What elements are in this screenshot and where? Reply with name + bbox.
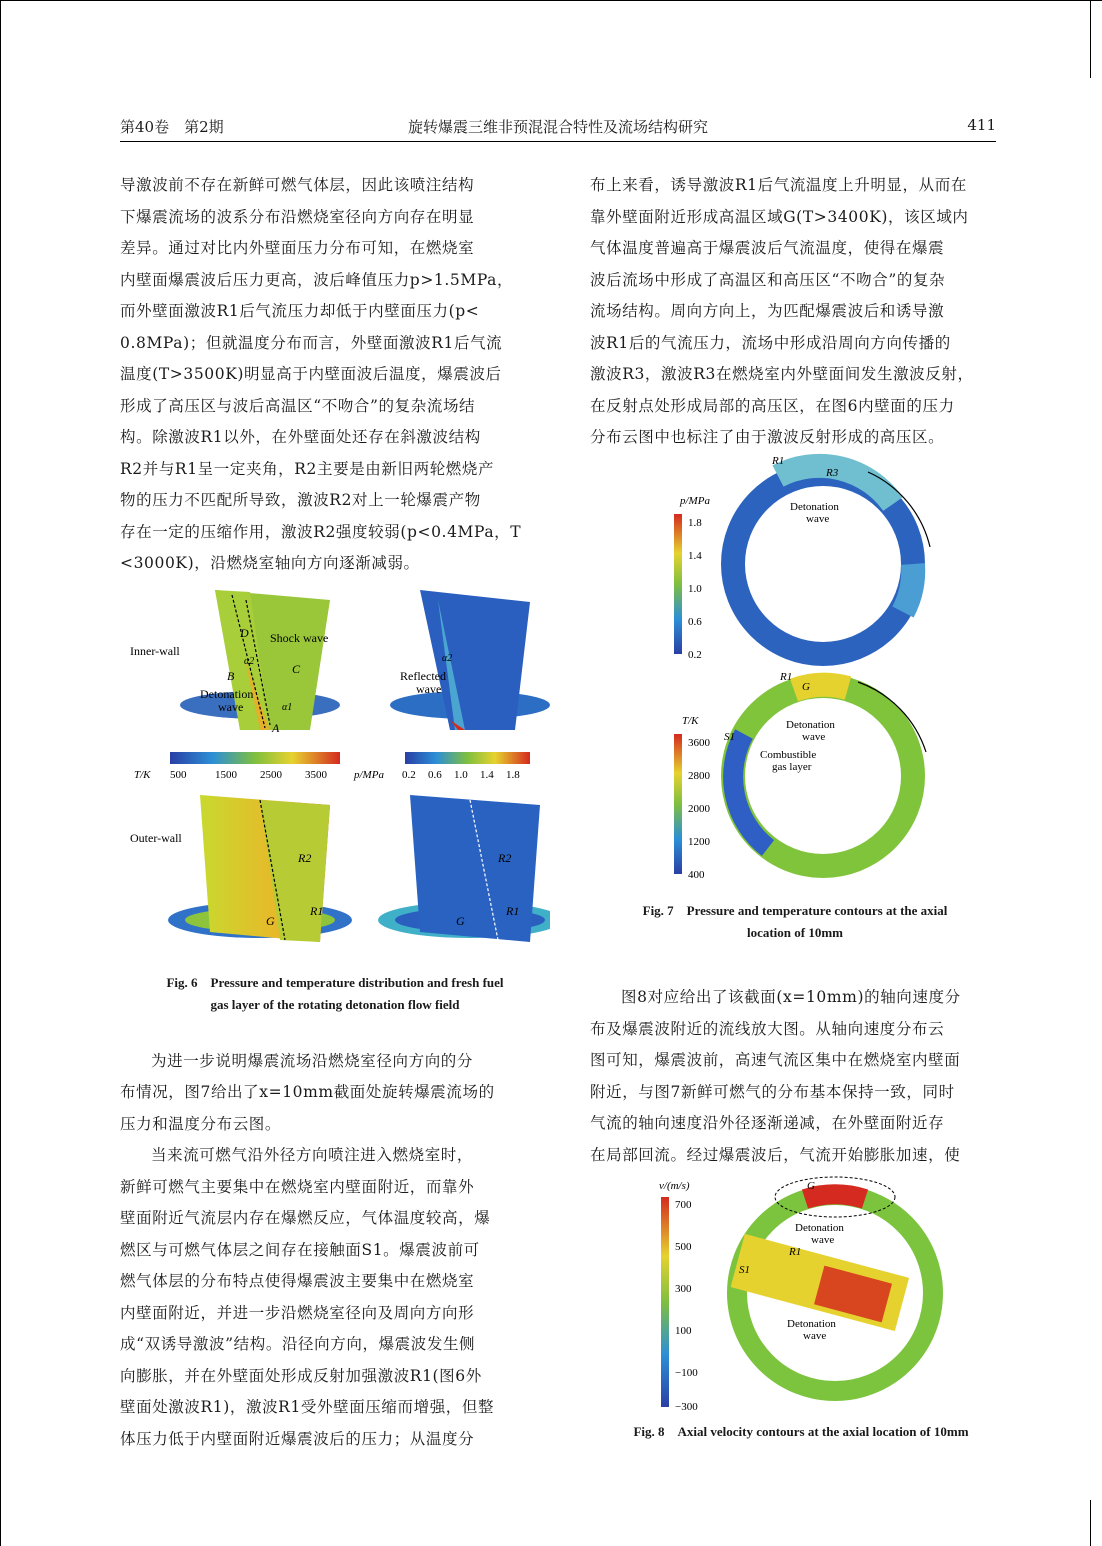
fig8-caption (588, 1421, 1014, 1443)
label-G: G (266, 914, 275, 928)
text-line: 导激波前不存在新鲜可燃气体层，因此该喷注结构 (120, 176, 475, 194)
fig7-label-R1: R1 (772, 455, 785, 467)
temp-tick: 1500 (215, 769, 237, 781)
right-paragraph-1 (590, 170, 1010, 454)
fig7-pres-unit: p/MPa (680, 495, 710, 507)
fig8-label-S1: S1 (739, 1264, 750, 1276)
text-line: 壁面处激波R1)，激波R1受外壁面压缩而增强，但整 (120, 1398, 495, 1416)
fig7-pres-tick: 1.0 (688, 583, 702, 595)
fig7-wave-label-t: wave (802, 731, 826, 743)
text-line: 物的压力不匹配所导致，激波R2对上一轮爆震产物 (120, 491, 481, 509)
caption-line: gas layer of the rotating detonation flow field (210, 997, 460, 1012)
crop-mark-right-b (1090, 1500, 1091, 1546)
text-line: 形成了高压区与波后高温区“不吻合”的复杂流场结 (120, 396, 476, 415)
text-line: 图8对应给出了该截面(x=10mm)的轴向速度分 (621, 988, 961, 1006)
fig7-caption (590, 900, 1000, 944)
fig7-temp-tick: 400 (688, 869, 705, 881)
label-alpha1: α1 (282, 702, 293, 713)
crop-mark-top (0, 0, 1102, 1)
label-D: D (240, 626, 249, 640)
inner-wall-label: Inner-wall (130, 644, 180, 658)
caption-line: Fig. 8 Axial velocity contours at the axial location of 10mm (633, 1424, 969, 1439)
pres-tick: 0.2 (402, 769, 416, 781)
wave-label: wave (218, 700, 244, 714)
shock-wave-label: Shock wave (270, 631, 329, 645)
text-line: 气体温度普遍高于爆震波后气流温度，使得在爆震 (590, 239, 945, 257)
figure-7 (668, 452, 938, 892)
pressure-colorbar (405, 752, 530, 764)
text-line: 气流的轴向速度沿外径逐渐递减，在外壁面附近存 (590, 1114, 945, 1132)
fig8-colorbar (661, 1197, 669, 1407)
text-line: 压力和温度分布云图。 (120, 1114, 282, 1133)
running-title: 旋转爆震三维非预混混合特性及流场结构研究 (407, 118, 708, 136)
reflected-wave-label: wave (416, 682, 442, 696)
figure-6 (120, 580, 550, 950)
pres-tick: 1.0 (454, 769, 468, 781)
fig7-wave-label: wave (806, 513, 830, 525)
text-line: 内壁面附近，并进一步沿燃烧室径向及周向方向形 (120, 1303, 475, 1322)
text-line: 在反射点处形成局部的高压区，在图6内壁面的压力 (590, 396, 955, 415)
text-line: 存在一定的压缩作用，激波R2强度较弱(p<0.4MPa，T (120, 522, 522, 541)
left-paragraph-3 (120, 1140, 550, 1455)
detonation-label: Detonation (200, 687, 254, 701)
label-G-p: G (456, 914, 465, 928)
label-alpha2: α2 (244, 656, 255, 667)
text-line: 下爆震流场的波系分布沿燃烧室径向方向存在明显 (120, 207, 475, 226)
caption-line: Fig. 7 Pressure and temperature contours at the axial (642, 903, 948, 918)
fig7-detonation-label: Detonation (790, 501, 839, 513)
fig7-temp-tick: 2800 (688, 770, 710, 782)
text-line: 新鲜可燃气主要集中在燃烧室内壁面附近，而靠外 (120, 1177, 475, 1196)
pres-tick: 1.8 (506, 769, 520, 781)
left-paragraph-2b (120, 1077, 550, 1140)
text-line: 当来流可燃气沿外径方向喷注进入燃烧室时， (151, 1146, 474, 1164)
text-line: 内壁面爆震波后压力更高，波后峰值压力p>1.5MPa， (120, 270, 514, 289)
text-line: 0.8MPa)；但就温度分布而言，外壁面激波R1后气流 (120, 333, 503, 352)
text-line: R2并与R1呈一定夹角，R2主要是由新旧两轮燃烧产 (120, 459, 495, 478)
label-R2: R2 (298, 851, 312, 865)
fig8-detonation-label: Detonation (795, 1222, 844, 1234)
text-line: 而外壁面激波R1后气流压力却低于内壁面压力(p< (120, 302, 480, 320)
temperature-ring-plot (733, 685, 913, 866)
fig7-pres-tick: 1.4 (688, 550, 702, 562)
fig8-unit: v/(m/s) (659, 1180, 690, 1192)
fig7-label-S1: S1 (724, 731, 735, 743)
outer-wall-temperature-plot (168, 795, 352, 942)
fig7-temperature-colorbar (674, 734, 682, 874)
temperature-colorbar (170, 752, 340, 764)
text-line: 差异。通过对比内外壁面压力分布可知，在燃烧室 (120, 239, 475, 257)
caption-line: location of 10mm (746, 925, 844, 940)
inner-wall-pressure-plot (390, 590, 550, 730)
text-line: 温度(T>3500K)明显高于内壁面波后温度，爆震波后 (120, 365, 502, 383)
inner-wall-temperature-plot (180, 590, 340, 730)
label-C: C (292, 662, 301, 676)
right-paragraph-2 (590, 982, 1010, 1171)
text-line: 燃区与可燃气体层之间存在接触面S1。爆震波前可 (120, 1240, 480, 1259)
label-R1-p: R1 (506, 904, 520, 918)
text-line: 流场结构。周向方向上，为匹配爆震波后和诱导激 (590, 302, 945, 320)
fig8-label-R1: R1 (789, 1246, 802, 1258)
crop-mark-right (1090, 0, 1091, 78)
fig7-label-R3: R3 (826, 467, 839, 479)
fig7-temp-tick: 1200 (688, 836, 710, 848)
label-A: A (272, 721, 280, 735)
temp-tick: 2500 (260, 769, 282, 781)
fig8-tick: 700 (675, 1199, 692, 1211)
fig7-label-R1-t: R1 (780, 671, 793, 683)
text-line: 体压力低于内壁面附近爆震波后的压力；从温度分 (120, 1429, 475, 1448)
temp-tick: 500 (170, 769, 187, 781)
text-line: 激波R3，激波R3在燃烧室内外壁面间发生激波反射， (590, 365, 974, 383)
fig7-pressure-colorbar (674, 514, 682, 654)
fig7-temp-unit: T/K (682, 715, 699, 727)
text-line: 波R1后的气流压力，流场中形成沿周向方向传播的 (590, 333, 951, 352)
fig8-wave-label-2: wave (803, 1330, 827, 1342)
fig7-combustible-label: Combustible (760, 749, 817, 761)
text-line: 分布云图中也标注了由于激波反射形成的高压区。 (590, 428, 945, 446)
text-line: 靠外壁面附近形成高温区域G(T>3400K)，该区域内 (590, 207, 969, 226)
fig8-wave-label: wave (811, 1234, 835, 1246)
fig6-caption (120, 972, 550, 1016)
header-rule (120, 141, 996, 142)
reflected-label: Reflected (400, 669, 446, 683)
text-line: 附近，与图7新鲜可燃气的分布基本保持一致，同时 (590, 1082, 955, 1101)
text-line: <3000K)，沿燃烧室轴向方向逐渐减弱。 (120, 554, 420, 572)
text-line: 布及爆震波附近的流线放大图。从轴向速度分布云 (590, 1019, 945, 1038)
text-line: 壁面附近气流层内存在爆燃反应，气体温度较高，爆 (120, 1209, 491, 1227)
fig8-label-G: G (807, 1180, 815, 1192)
temp-tick: 3500 (305, 769, 327, 781)
text-line: 布上来看，诱导激波R1后气流温度上升明显，从而在 (590, 176, 967, 194)
fig8-tick: 100 (675, 1325, 692, 1337)
text-line: 构。除激波R1以外，在外壁面处还存在斜激波结构 (120, 428, 481, 446)
journal-volume: 第40卷 第2期 (120, 118, 224, 136)
running-header (120, 116, 996, 142)
left-paragraph-2 (120, 1046, 550, 1078)
label-R2-p: R2 (498, 851, 512, 865)
pres-tick: 0.6 (428, 769, 442, 781)
pressure-ring-plot (733, 466, 913, 654)
temp-unit-label: T/K (134, 769, 151, 781)
fig7-temp-tick: 3600 (688, 737, 710, 749)
fig8-detonation-label-2: Detonation (787, 1318, 836, 1330)
pres-tick: 1.4 (480, 769, 494, 781)
crop-mark-left (0, 0, 1, 1546)
fig8-tick: −100 (675, 1367, 698, 1379)
fig8-tick: −300 (675, 1401, 698, 1413)
text-line: 图可知，爆震波前，高速气流区集中在燃烧室内壁面 (590, 1051, 961, 1069)
pres-unit-label: p/MPa (354, 769, 384, 781)
fig7-gas-layer-label: gas layer (772, 761, 812, 773)
text-line: 向膨胀，并在外壁面处形成反射加强激波R1(图6外 (120, 1366, 482, 1385)
text-line: 为进一步说明爆震流场沿燃烧室径向方向的分 (151, 1052, 474, 1070)
fig7-temp-tick: 2000 (688, 803, 710, 815)
fig7-label-G: G (802, 681, 810, 693)
caption-line: Fig. 6 Pressure and temperature distribution and fresh fuel (166, 975, 504, 990)
label-alpha2-p: α2 (442, 653, 453, 664)
outer-wall-label: Outer-wall (130, 831, 182, 845)
label-R1: R1 (310, 904, 324, 918)
text-line: 燃气体层的分布特点使得爆震波主要集中在燃烧室 (120, 1272, 475, 1290)
left-paragraph-1 (120, 170, 550, 580)
fig7-detonation-label-t: Detonation (786, 719, 835, 731)
fig7-pres-tick: 0.2 (688, 649, 702, 661)
text-line: 波后流场中形成了高温区和高压区“不吻合”的复杂 (590, 270, 946, 289)
label-B: B (227, 669, 235, 683)
text-line: 在局部回流。经过爆震波后，气流开始膨胀加速，使 (590, 1145, 961, 1164)
figure-8 (655, 1175, 955, 1415)
text-line: 成“双诱导激波”结构。沿径向方向，爆震波发生侧 (120, 1335, 476, 1353)
fig8-tick: 300 (675, 1283, 692, 1295)
fig7-pres-tick: 0.6 (688, 616, 702, 628)
text-line: 布情况，图7给出了x=10mm截面处旋转爆震流场的 (120, 1083, 495, 1101)
fig8-tick: 500 (675, 1241, 692, 1253)
fig7-pres-tick: 1.8 (688, 517, 702, 529)
page-number: 411 (967, 116, 996, 134)
